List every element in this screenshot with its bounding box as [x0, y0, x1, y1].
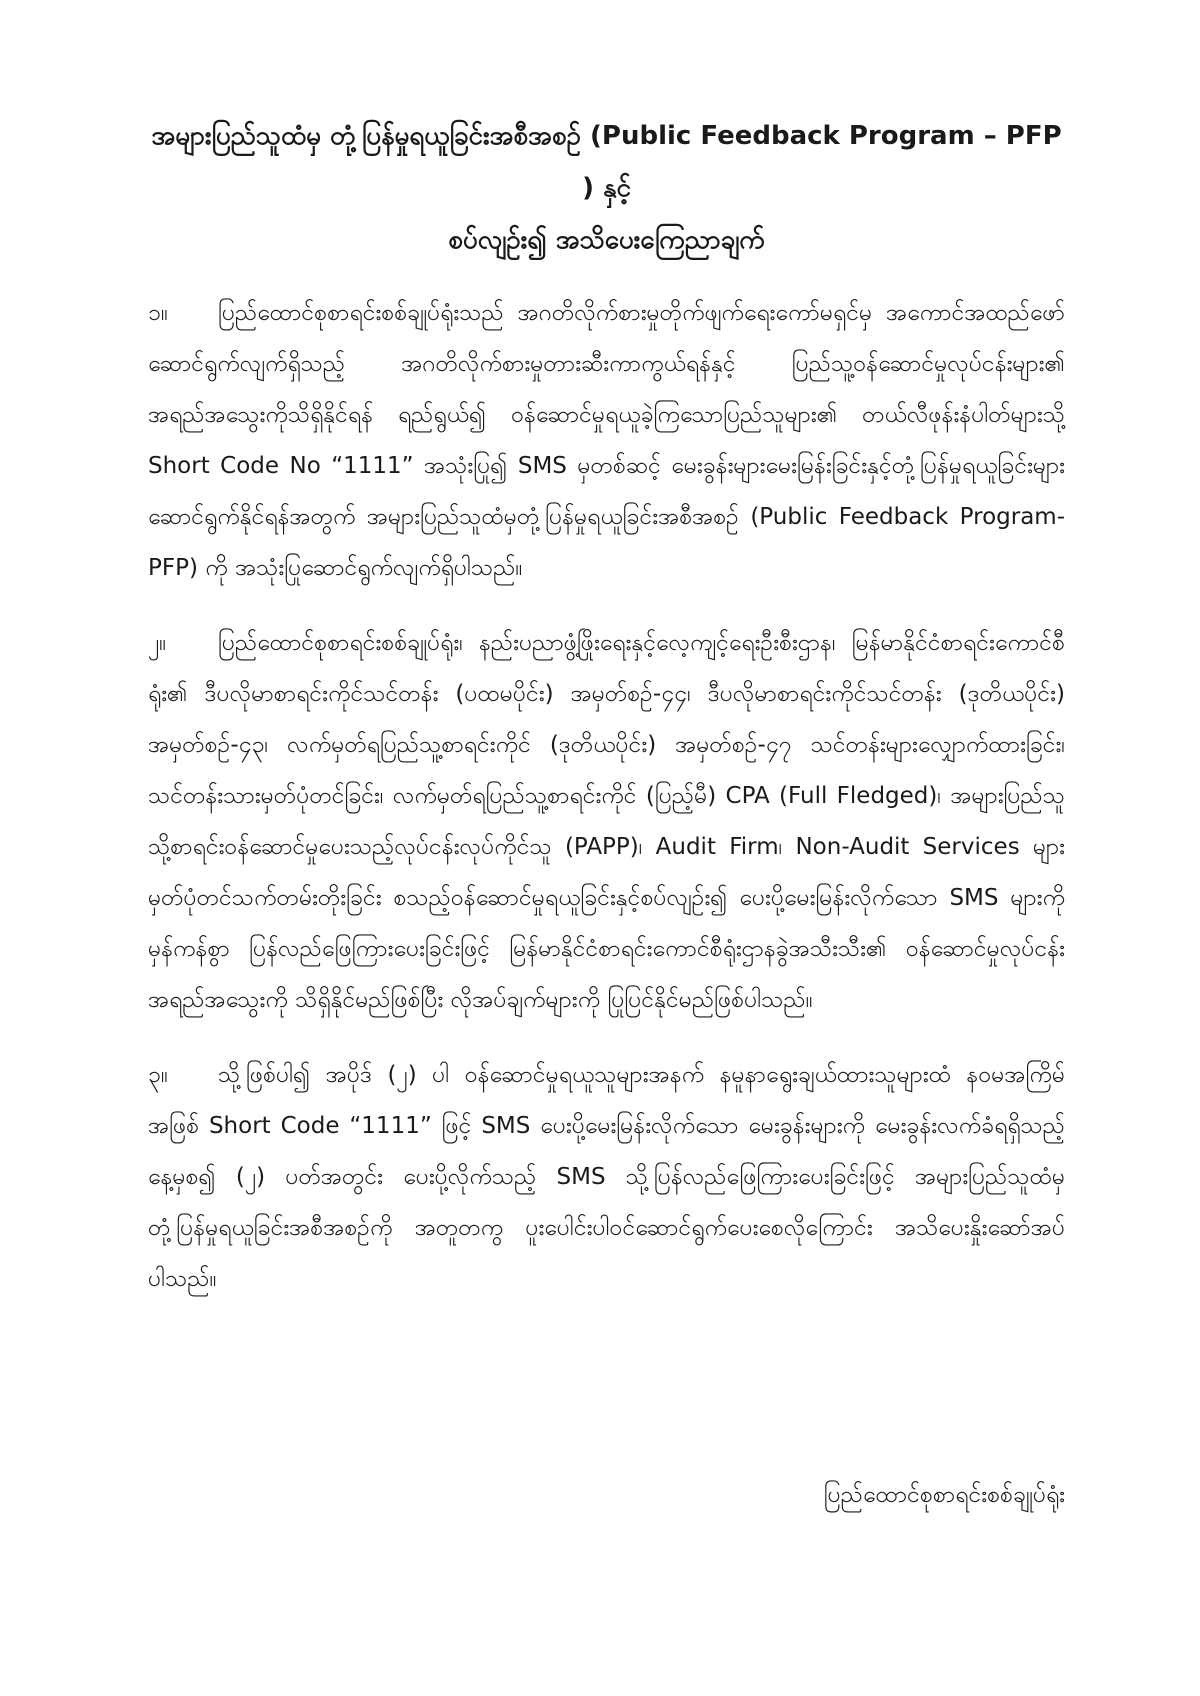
paragraph-text: သို့ဖြစ်ပါ၍ အပိုဒ် (၂) ပါ ဝန်ဆောင်မှုရယူသူများအနက် နမူနာရွေးချယ်ထားသူများထံ နဝမအကြိမ်အဖြစ် Short Code “1111” ဖြင့် SMS ပေးပို့မေးမြန်းလိုက်သော မေးခွန်းများကို မေးခွန်းလက်ခံရရှိသည့်နေ့မှစ၍ (၂) ပတ်အတွင်း ပေးပို့လိုက်သည့် SMS သို့ပြန်လည်ဖြေကြားပေးခြင်းဖြင့် အများပြည်သူထံမှ တုံ့ပြန်မှုရယူခြင်းအစီအစဉ်ကို အတူတကွ ပူးပေါင်းပါဝင်ဆောင်ရွက်ပေးစေလိုကြောင်း အသိပေးနှိုးဆော်အပ်ပါသည်။ [148, 1062, 1065, 1292]
title-line-2: စပ်လျဉ်း၍ အသိပေးကြေညာချက် [448, 225, 765, 255]
paragraph-1 [148, 288, 1065, 594]
paragraph-3 [148, 1050, 1065, 1305]
paragraph-number: ၁။ [148, 300, 168, 326]
paragraph-text: ပြည်ထောင်စုစာရင်းစစ်ချုပ်ရုံး၊ နည်းပညာဖွံ့ဖြိုးရေးနှင့်လေ့ကျင့်ရေးဦးစီးဌာန၊ မြန်မာနိုင်ငံစာရင်းကောင်စီရုံး၏ ဒီပလိုမာစာရင်းကိုင်သင်တန်း (ပထမပိုင်း) အမှတ်စဉ်-၄၄၊ ဒီပလိုမာစာရင်းကိုင်သင်တန်း (ဒုတိယပိုင်း) အမှတ်စဉ်-၄၃၊ လက်မှတ်ရပြည်သူ့စာရင်းကိုင် (ဒုတိယပိုင်း) အမှတ်စဉ်-၄၇ သင်တန်းများလျှောက်ထားခြင်း၊ သင်တန်းသားမှတ်ပုံတင်ခြင်း၊ လက်မှတ်ရပြည်သူ့စာရင်းကိုင် (ပြည့်မီ) CPA (Full Fledged)၊ အများပြည်သူသို့စာရင်းဝန်ဆောင်မှုပေးသည့်လုပ်ငန်းလုပ်ကိုင်သူ (PAPP)၊ Audit Firm၊ Non-Audit Services များ မှတ်ပုံတင်သက်တမ်းတိုးခြင်း စသည့်ဝန်ဆောင်မှုရယူခြင်းနှင့်စပ်လျဉ်း၍ ပေးပို့မေးမြန်းလိုက်သော SMS များကို မှန်ကန်စွာ ပြန်လည်ဖြေကြားပေးခြင်းဖြင့် မြန်မာနိုင်ငံစာရင်းကောင်စီရုံးဌာနခွဲအသီးသီး၏ ဝန်ဆောင်မှုလုပ်ငန်းအရည်အသွေးကို သိရှိနိုင်မည်ဖြစ်ပြီး လိုအပ်ချက်များကို ပြုပြင်နိုင်မည်ဖြစ်ပါသည်။ [148, 630, 1065, 1013]
signature-issuer: ပြည်ထောင်စုစာရင်းစစ်ချုပ်ရုံး [823, 1482, 1065, 1508]
paragraph-text: ပြည်ထောင်စုစာရင်းစစ်ချုပ်ရုံးသည် အဂတိလိုက်စားမှုတိုက်ဖျက်ရေးကော်မရှင်မှ အကောင်အထည်ဖော်ဆောင်ရွက်လျက်ရှိသည့် အဂတိလိုက်စားမှုတားဆီးကာကွယ်ရန်နှင့် ပြည်သူ့ဝန်ဆောင်မှုလုပ်ငန်းများ၏ အရည်အသွေးကိုသိရှိနိုင်ရန် ရည်ရွယ်၍ ဝန်ဆောင်မှုရယူခဲ့ကြသောပြည်သူများ၏ တယ်လီဖုန်းနံပါတ်များသို့ Short Code No “1111” အသုံးပြု၍ SMS မှတစ်ဆင့် မေးခွန်းများမေးမြန်းခြင်းနှင့်တုံ့ပြန်မှုရယူခြင်းများ ဆောင်ရွက်နိုင်ရန်အတွက် အများပြည်သူထံမှတုံ့ပြန်မှုရယူခြင်းအစီအစဉ် (Public Feedback Program-PFP) ကို အသုံးပြုဆောင်ရွက်လျက်ရှိပါသည်။ [148, 300, 1065, 581]
document-title [148, 110, 1065, 266]
title-line-1: အများပြည်သူထံမှ တုံ့ပြန်မှုရယူခြင်းအစီအစဉ် (Public Feedback Program – PFP ) နှင့် [151, 121, 1062, 203]
paragraph-number: ၂။ [148, 630, 167, 656]
paragraph-number: ၃။ [148, 1062, 168, 1088]
paragraph-2 [148, 618, 1065, 1026]
